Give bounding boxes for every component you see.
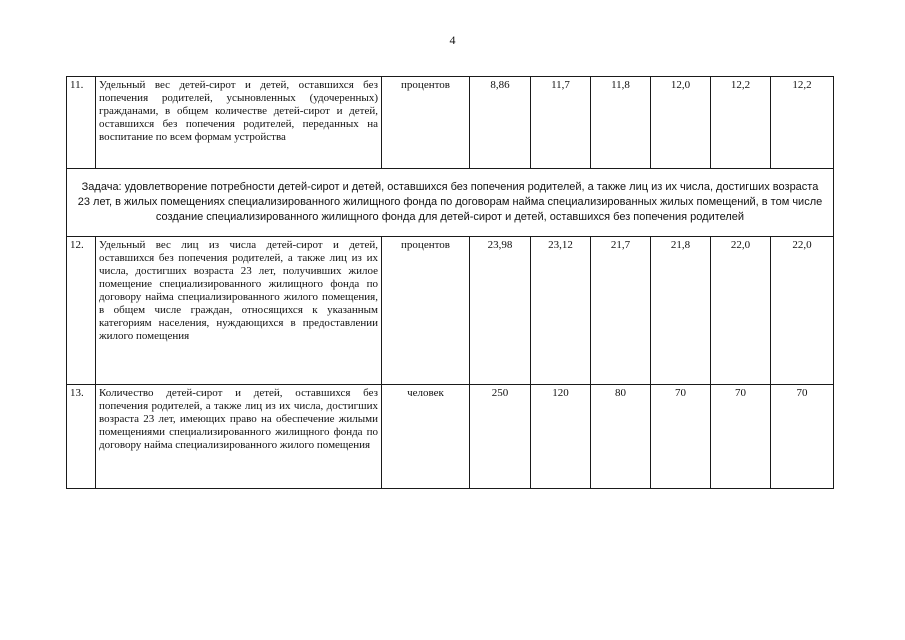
value-cell: 8,86 xyxy=(470,77,531,169)
value-cell: 70 xyxy=(651,385,711,489)
value-cell: 70 xyxy=(771,385,834,489)
indicators-table xyxy=(66,76,834,489)
value-cell: 250 xyxy=(470,385,531,489)
value-cell: 21,8 xyxy=(651,237,711,385)
value-cell: 12,0 xyxy=(651,77,711,169)
unit-cell: человек xyxy=(382,385,470,489)
row-number: 13. xyxy=(67,385,96,489)
unit-cell: процентов xyxy=(382,237,470,385)
table-row xyxy=(67,77,834,169)
unit-cell: процентов xyxy=(382,77,470,169)
value-cell: 23,12 xyxy=(531,237,591,385)
row-number: 12. xyxy=(67,237,96,385)
value-cell: 70 xyxy=(711,385,771,489)
task-text: Задача: удовлетворение потребности детей-сирот и детей, оставшихся без попечения родителей, а также лиц из их числа, достигших возраста 23 лет, в жилых помещениях специализированного жилищного фонда по договорам найма специализированных жилых помещений, в том числе создание специализированного жилищного фонда для детей-сирот и детей, оставшихся без попечения родителей xyxy=(67,169,834,237)
value-cell: 120 xyxy=(531,385,591,489)
table-row xyxy=(67,385,834,489)
value-cell: 11,8 xyxy=(591,77,651,169)
value-cell: 12,2 xyxy=(711,77,771,169)
value-cell: 11,7 xyxy=(531,77,591,169)
row-number: 11. xyxy=(67,77,96,169)
indicator-description: Количество детей-сирот и детей, оставшихся без попечения родителей, а также лиц из их числа, достигших возраста 23 лет, имеющих право на обеспечение жилыми помещениями специализированного жилищного фонда по договору найма специализированного жилого помещения xyxy=(96,385,382,489)
indicator-description: Удельный вес лиц из числа детей-сирот и детей, оставшихся без попечения родителей, а также лиц из их числа, достигших возраста 23 лет, получивших жилое помещение специализированного жилищного фонда по договору найма специализированного жилого помещения, в общем числе граждан, относящихся к указанным категориям населения, нуждающихся в предоставлении жилого помещения xyxy=(96,237,382,385)
value-cell: 22,0 xyxy=(771,237,834,385)
task-row xyxy=(67,169,834,237)
value-cell: 21,7 xyxy=(591,237,651,385)
value-cell: 23,98 xyxy=(470,237,531,385)
indicator-description: Удельный вес детей-сирот и детей, оставшихся без попечения родителей, усыновленных (удочеренных) гражданами, в общем количестве детей-сирот и детей, оставшихся без попечения родителей, переданных на воспитание по всем формам устройства xyxy=(96,77,382,169)
value-cell: 80 xyxy=(591,385,651,489)
table-row xyxy=(67,237,834,385)
value-cell: 12,2 xyxy=(771,77,834,169)
page-number: 4 xyxy=(449,33,456,47)
value-cell: 22,0 xyxy=(711,237,771,385)
